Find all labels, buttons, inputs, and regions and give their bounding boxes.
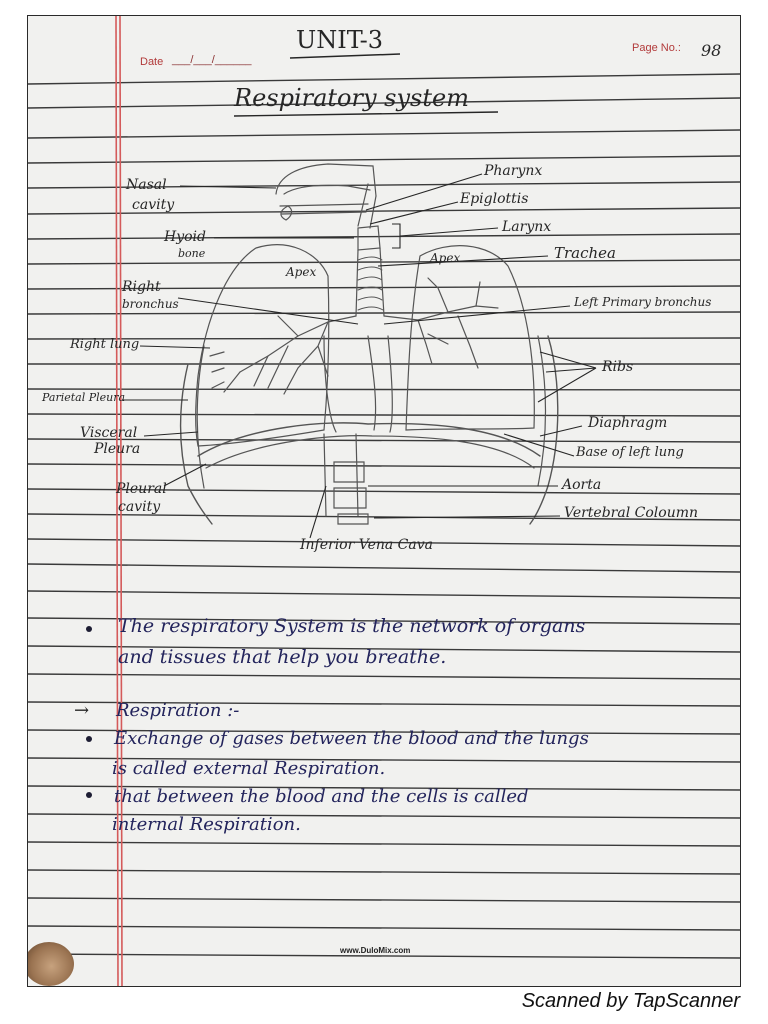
label-pleural-cavity: cavity — [118, 499, 161, 515]
leader-diaphragm — [540, 426, 582, 436]
bullet-definition — [86, 626, 92, 632]
leader-nasal-cavity — [180, 186, 276, 188]
label-epiglottis: Epiglottis — [460, 191, 529, 207]
respiration-arrow: → — [74, 700, 90, 721]
left-lung-outline — [406, 246, 534, 430]
label-diaphragm: Diaphragm — [588, 415, 668, 431]
label-cavity: cavity — [132, 197, 175, 213]
label-apex-right: Apex — [286, 265, 317, 279]
leader-pleural-cavity — [164, 464, 206, 486]
leader-ribs — [538, 352, 596, 402]
label-apex-left: Apex — [430, 251, 461, 265]
date-label: Date — [140, 56, 164, 68]
leader-larynx — [392, 224, 498, 248]
label-bronchus: bronchus — [122, 297, 179, 311]
respiration-heading: Respiration :- — [116, 700, 240, 721]
label-vertebral-column: Vertebral Coloumn — [564, 505, 698, 521]
watermark: www.DuloMix.com — [340, 946, 411, 955]
label-pharynx: Pharynx — [484, 163, 543, 179]
notebook-page — [28, 16, 740, 986]
label-right: Right — [122, 279, 161, 295]
label-aorta: Aorta — [562, 477, 602, 493]
label-parietal-pleura: Parietal Pleura — [42, 391, 126, 404]
label-larynx: Larynx — [502, 219, 552, 235]
nasal-cavity-outline — [276, 164, 376, 196]
label-base-left-lung: Base of left lung — [576, 445, 684, 460]
unit-title: UNIT-3 — [296, 26, 383, 54]
external-line-1: Exchange of gases between the blood and the lungs — [114, 728, 589, 749]
label-visceral: Visceral — [80, 425, 138, 441]
definition-line-1: The respiratory System is the network of organs — [118, 615, 586, 637]
definition-line-2: and tissues that help you breathe. — [118, 646, 447, 668]
leader-epiglottis — [370, 202, 458, 224]
leader-vertebral — [374, 516, 560, 518]
label-nasal: Nasal — [126, 177, 167, 193]
leader-trachea — [378, 256, 548, 266]
label-trachea: Trachea — [554, 244, 616, 262]
label-right-lung: Right lung — [70, 337, 140, 352]
internal-line-2: internal Respiration. — [112, 814, 301, 835]
leader-ivc — [310, 486, 326, 538]
leader-base-left-lung — [504, 434, 574, 456]
external-line-2: is called external Respiration. — [112, 758, 386, 779]
bullet-internal — [86, 792, 92, 798]
page-number-label: Page No.: — [632, 42, 681, 54]
internal-line-1: that between the blood and the cells is called — [114, 786, 529, 807]
bullet-external — [86, 736, 92, 742]
label-left-primary-bronchus: Left Primary bronchus — [574, 295, 712, 309]
date-value: ___/___/______ — [172, 54, 252, 66]
leader-right-lung — [140, 346, 210, 348]
label-ribs: Ribs — [602, 359, 634, 375]
page-title: Respiratory system — [234, 84, 469, 112]
leader-right-bronchus — [178, 298, 358, 324]
page-number: 98 — [701, 41, 722, 60]
label-pleural: Pleural — [116, 481, 167, 497]
label-hyoid: Hyoid — [164, 229, 206, 245]
leader-visceral-pleura — [144, 432, 198, 436]
label-inferior-vena-cava: Inferior Vena Cava — [300, 537, 433, 553]
label-bone: bone — [178, 247, 206, 260]
scanner-credit: Scanned by TapScanner — [521, 990, 740, 1012]
label-pleura: Pleura — [94, 441, 141, 457]
